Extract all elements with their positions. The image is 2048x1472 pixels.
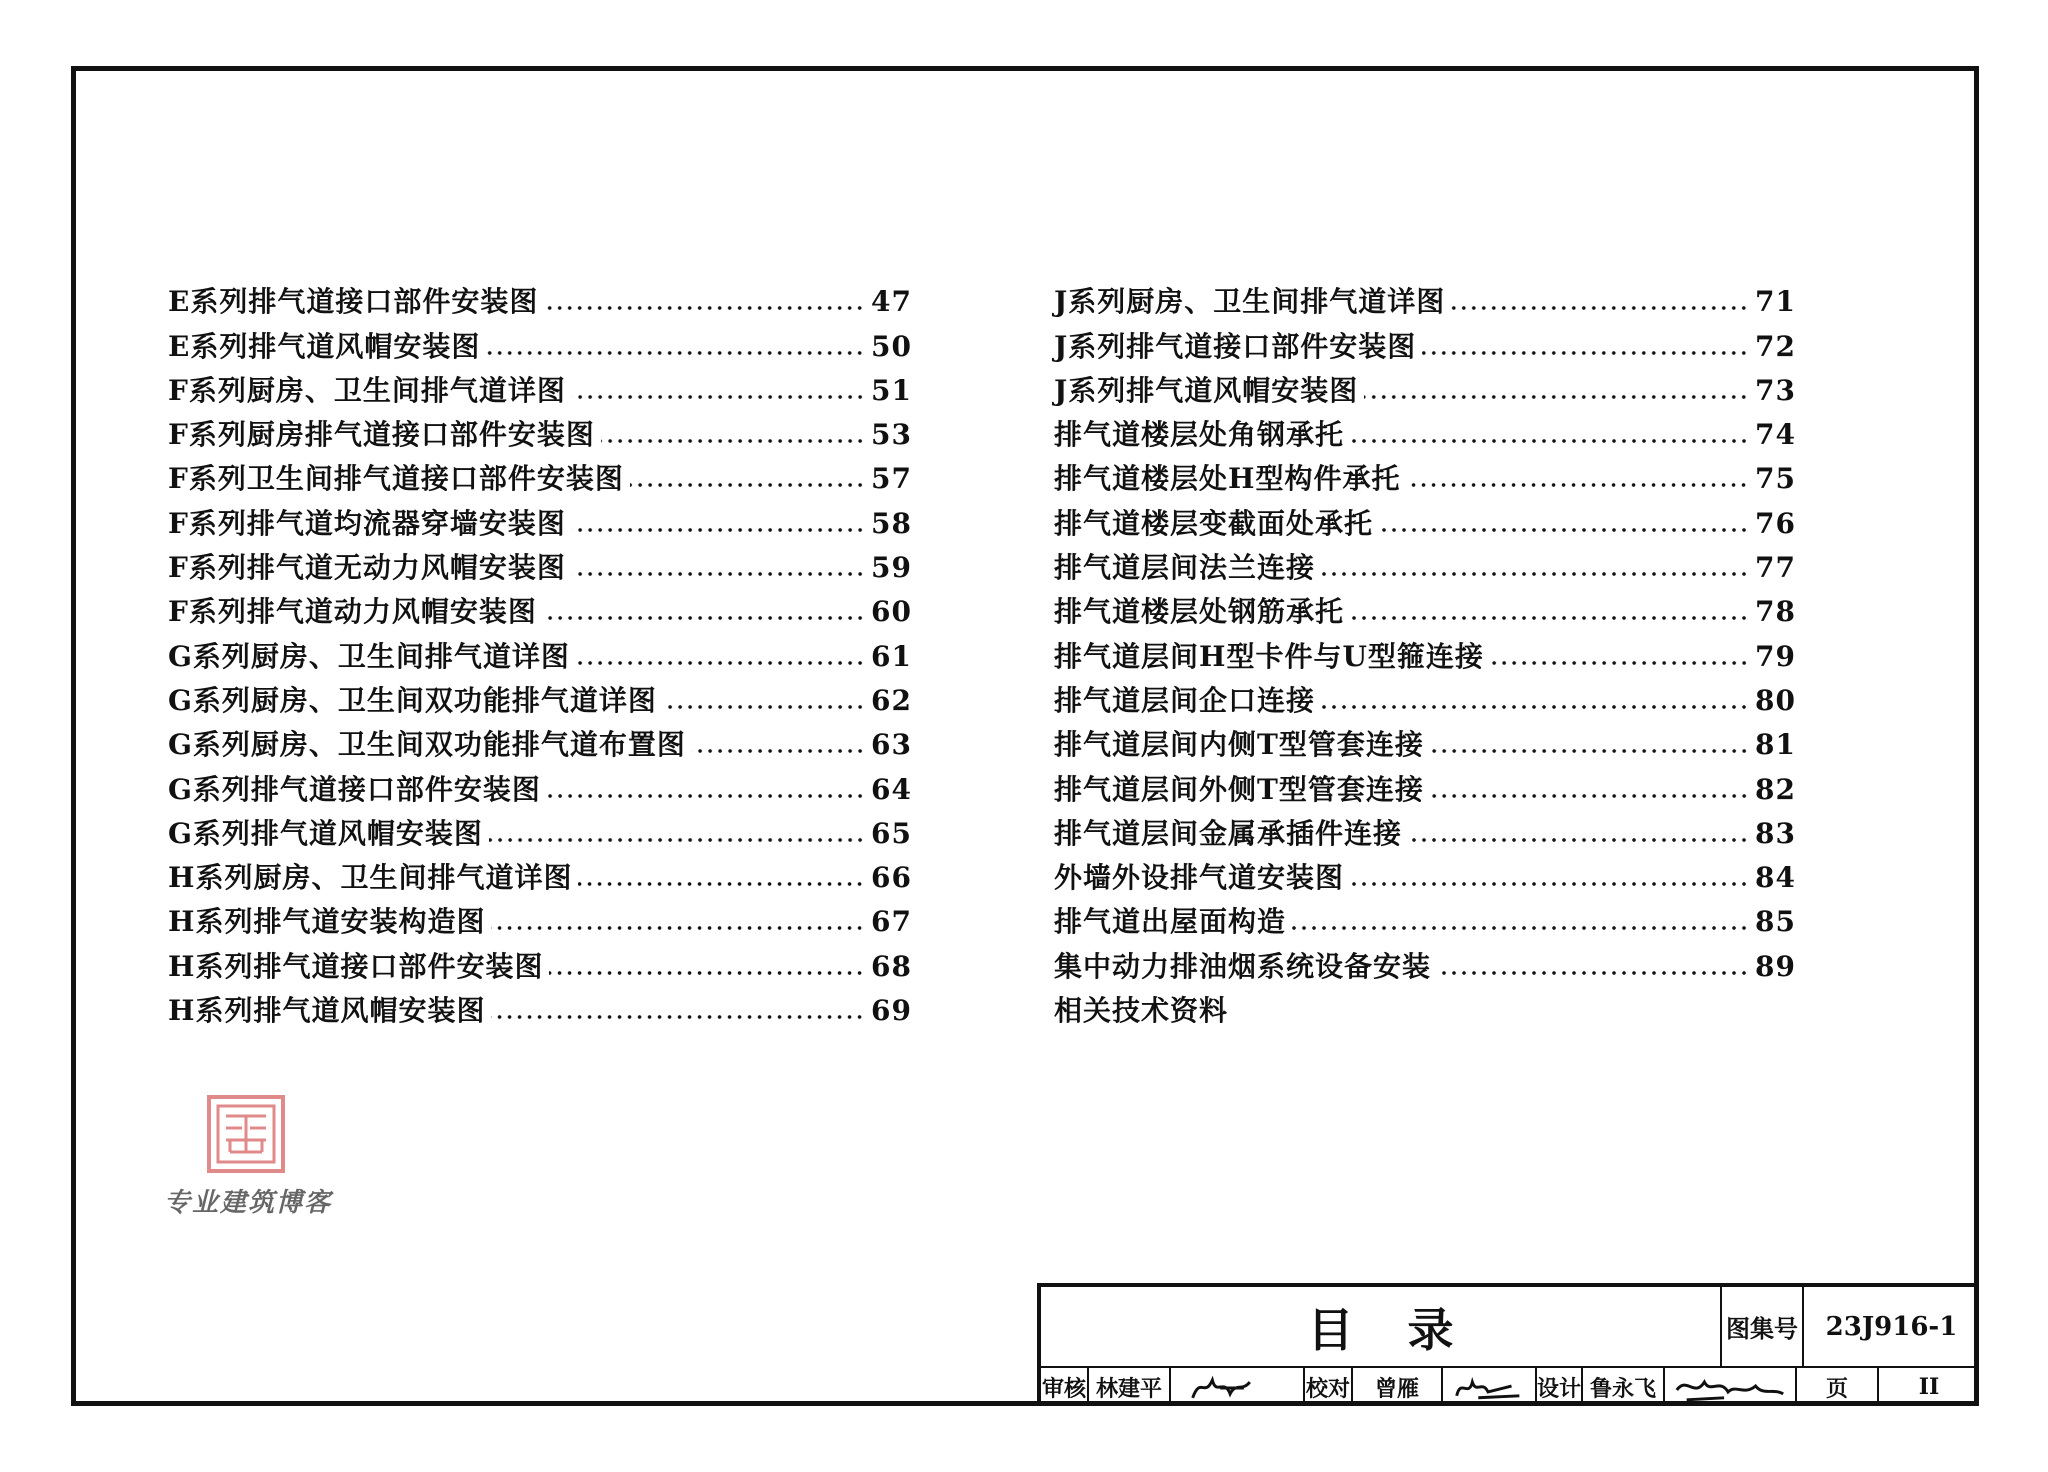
toc-leader-dots bbox=[549, 971, 865, 975]
toc-entry-title: G系列厨房、卫生间双功能排气道详图 bbox=[168, 683, 657, 717]
toc-entry-page: 79 bbox=[1755, 639, 1796, 673]
toc-leader-dots bbox=[1408, 838, 1749, 842]
toc-entry-title: 集中动力排油烟系统设备安装 bbox=[1054, 949, 1432, 983]
toc-entry bbox=[1054, 936, 1796, 983]
reviewer-signature bbox=[1171, 1368, 1305, 1406]
toc-entry-title: 排气道层间金属承插件连接 bbox=[1054, 816, 1403, 850]
toc-entry bbox=[1054, 626, 1796, 673]
toc-leader-dots bbox=[572, 528, 865, 532]
toc-leader-dots bbox=[486, 351, 865, 355]
toc-leader-dots bbox=[1422, 351, 1749, 355]
toc-entry bbox=[168, 316, 912, 363]
toc-entry-title: 排气道层间法兰连接 bbox=[1054, 551, 1316, 585]
toc-entry-title: 排气道层间H型卡件与U型箍连接 bbox=[1054, 639, 1484, 673]
toc-entry bbox=[168, 804, 912, 848]
toc-leader-dots bbox=[1490, 661, 1749, 665]
review-label: 审核 bbox=[1041, 1368, 1089, 1406]
toc-entry-page: 50 bbox=[871, 329, 912, 363]
toc-entry bbox=[1054, 848, 1796, 895]
toc-entry-title: H系列排气道风帽安装图 bbox=[168, 994, 486, 1028]
toc-entry-page: 77 bbox=[1755, 551, 1796, 585]
toc-leader-dots bbox=[491, 926, 865, 930]
toc-entry-page: 82 bbox=[1755, 772, 1796, 806]
toc-entry bbox=[1054, 361, 1796, 405]
designer-signature bbox=[1665, 1368, 1797, 1406]
toc-entry-page: 76 bbox=[1755, 506, 1796, 540]
toc-entry-page: 47 bbox=[871, 285, 912, 319]
toc-leader-dots bbox=[1451, 306, 1749, 310]
toc-leader-dots bbox=[692, 749, 865, 753]
toc-leader-dots bbox=[1350, 616, 1749, 620]
toc-entry-page: 64 bbox=[871, 772, 912, 806]
toc-entry bbox=[1054, 493, 1796, 540]
toc-entry-page: 68 bbox=[871, 949, 912, 983]
toc-entry-title: H系列厨房、卫生间排气道详图 bbox=[168, 861, 573, 895]
toc-entry-title: 排气道层间外侧T型管套连接 bbox=[1054, 772, 1424, 806]
toc-entry-page: 59 bbox=[871, 551, 912, 585]
toc-entry bbox=[168, 848, 912, 895]
toc-entry-title: F系列排气道动力风帽安装图 bbox=[168, 595, 537, 629]
toc-entry-page: 66 bbox=[871, 861, 912, 895]
toc-entry-title: G系列厨房、卫生间双功能排气道布置图 bbox=[168, 728, 686, 762]
toc-entry-page: 63 bbox=[871, 728, 912, 762]
toc-entry bbox=[1054, 715, 1796, 762]
toc-entry-title: E系列排气道风帽安装图 bbox=[168, 329, 481, 363]
toc-entry bbox=[1054, 892, 1796, 939]
toc-entry-page: 67 bbox=[871, 905, 912, 939]
toc-entry-title: E系列排气道接口部件安装图 bbox=[168, 285, 539, 319]
toc-entry-page: 81 bbox=[1755, 728, 1796, 762]
toc-leader-dots bbox=[489, 838, 865, 842]
toc-entry bbox=[168, 405, 912, 452]
toc-entry bbox=[168, 626, 912, 673]
seal-stamp-icon bbox=[206, 1094, 286, 1174]
toc-entry bbox=[168, 272, 912, 319]
designer-name: 鲁永飞 bbox=[1583, 1368, 1665, 1406]
toc-leader-dots bbox=[544, 306, 865, 310]
toc-entry-page: 78 bbox=[1755, 595, 1796, 629]
toc-leader-dots bbox=[572, 572, 865, 576]
toc-entry bbox=[168, 671, 912, 715]
toc-leader-dots bbox=[578, 882, 865, 886]
toc-leader-dots bbox=[1364, 395, 1749, 399]
toc-entry bbox=[1054, 405, 1796, 452]
toc-entry-title: F系列卫生间排气道接口部件安装图 bbox=[168, 462, 624, 496]
toc-entry bbox=[168, 981, 912, 1028]
toc-entry-page: 83 bbox=[1755, 816, 1796, 850]
toc-entry-title: 外墙外设排气道安装图 bbox=[1054, 861, 1345, 895]
toc-entry bbox=[1054, 981, 1796, 1028]
toc-entry-page: 80 bbox=[1755, 683, 1796, 717]
toc-entry-title: 排气道层间内侧T型管套连接 bbox=[1054, 728, 1424, 762]
toc-entry-title: G系列厨房、卫生间排气道详图 bbox=[168, 639, 570, 673]
toc-leader-dots bbox=[572, 395, 865, 399]
toc-entry-title: F系列排气道均流器穿墙安装图 bbox=[168, 506, 566, 540]
design-label: 设计 bbox=[1537, 1368, 1583, 1406]
toc-entry bbox=[168, 361, 912, 405]
toc-entry bbox=[1054, 671, 1796, 715]
toc-entry bbox=[168, 449, 912, 496]
toc-entry-page: 57 bbox=[871, 462, 912, 496]
reviewer-name: 林建平 bbox=[1089, 1368, 1171, 1406]
toc-column-right bbox=[1054, 272, 1796, 1028]
toc-entry-title: J系列排气道风帽安装图 bbox=[1054, 373, 1359, 407]
toc-entry-page: 53 bbox=[871, 418, 912, 452]
page-number: II bbox=[1918, 1374, 1940, 1400]
toc-entry-page: 89 bbox=[1755, 949, 1796, 983]
page-label: 页 bbox=[1797, 1368, 1879, 1406]
toc-leader-dots bbox=[1430, 749, 1749, 753]
toc-leader-dots bbox=[576, 661, 865, 665]
toc-leader-dots bbox=[1350, 439, 1749, 443]
toc-entry-title: H系列排气道安装构造图 bbox=[168, 905, 486, 939]
toc-entry bbox=[168, 936, 912, 983]
toc-entry-title: 排气道楼层处H型构件承托 bbox=[1054, 462, 1401, 496]
toc-entry-page: 60 bbox=[871, 595, 912, 629]
toc-leader-dots bbox=[1350, 882, 1749, 886]
atlas-number: 23J916-1 bbox=[1804, 1287, 1979, 1368]
toc-entry-page: 62 bbox=[871, 683, 912, 717]
toc-entry-title: 排气道楼层处钢筋承托 bbox=[1054, 595, 1345, 629]
checker-name: 曾雁 bbox=[1353, 1368, 1443, 1406]
toc-leader-dots bbox=[543, 616, 865, 620]
toc-leader-dots bbox=[491, 1015, 865, 1019]
toc-entry-page: 69 bbox=[871, 994, 912, 1028]
toc-entry-title: J系列厨房、卫生间排气道详图 bbox=[1054, 285, 1446, 319]
toc-entry-title: F系列排气道无动力风帽安装图 bbox=[168, 551, 566, 585]
toc-entry-page: 85 bbox=[1755, 905, 1796, 939]
toc-entry-page: 73 bbox=[1755, 373, 1796, 407]
toc-entry bbox=[168, 715, 912, 762]
toc-entry-title: 排气道出屋面构造 bbox=[1054, 905, 1287, 939]
toc-leader-dots bbox=[1437, 971, 1749, 975]
checker-signature bbox=[1443, 1368, 1537, 1406]
toc-leader-dots bbox=[1321, 705, 1749, 709]
toc-entry-title: H系列排气道接口部件安装图 bbox=[168, 949, 544, 983]
toc-entry-page: 71 bbox=[1755, 285, 1796, 319]
toc-entry bbox=[1054, 538, 1796, 585]
toc-entry-page: 72 bbox=[1755, 329, 1796, 363]
toc-entry-title: G系列排气道接口部件安装图 bbox=[168, 772, 541, 806]
title-block bbox=[1037, 1283, 1979, 1406]
toc-entry bbox=[1054, 272, 1796, 319]
toc-entry-title: F系列厨房、卫生间排气道详图 bbox=[168, 373, 566, 407]
toc-entry-title: 相关技术资料 bbox=[1054, 994, 1229, 1028]
toc-entry bbox=[1054, 316, 1796, 363]
toc-entry-title: G系列排气道风帽安装图 bbox=[168, 816, 483, 850]
toc-entry bbox=[168, 493, 912, 540]
toc-entry-title: 排气道楼层变截面处承托 bbox=[1054, 506, 1374, 540]
toc-leader-dots bbox=[1430, 794, 1749, 798]
toc-column-left bbox=[168, 272, 912, 1028]
atlas-label: 图集号 bbox=[1722, 1287, 1804, 1368]
toc-leader-dots bbox=[1406, 483, 1749, 487]
check-label: 校对 bbox=[1305, 1368, 1353, 1406]
toc-entry bbox=[1054, 804, 1796, 848]
toc-entry-title: 排气道楼层处角钢承托 bbox=[1054, 418, 1345, 452]
toc-leader-dots bbox=[1292, 926, 1749, 930]
toc-leader-dots bbox=[1379, 528, 1749, 532]
toc-leader-dots bbox=[601, 439, 865, 443]
toc-entry-title: F系列厨房排气道接口部件安装图 bbox=[168, 418, 595, 452]
toc-entry-page: 74 bbox=[1755, 418, 1796, 452]
toc-entry-page: 75 bbox=[1755, 462, 1796, 496]
toc-leader-dots bbox=[630, 483, 865, 487]
sheet-title: 目录 bbox=[1041, 1287, 1722, 1368]
toc-leader-dots bbox=[663, 705, 865, 709]
toc-entry-title: 排气道层间企口连接 bbox=[1054, 683, 1316, 717]
toc-entry bbox=[168, 582, 912, 629]
signature-row bbox=[1041, 1368, 1979, 1406]
toc-entry bbox=[168, 892, 912, 939]
toc-entry bbox=[168, 759, 912, 806]
toc-entry-page: 51 bbox=[871, 373, 912, 407]
watermark-caption: 专业建筑博客 bbox=[164, 1188, 333, 1218]
toc-entry bbox=[1054, 582, 1796, 629]
toc-leader-dots bbox=[547, 794, 865, 798]
toc-entry bbox=[1054, 759, 1796, 806]
toc-entry-title: J系列排气道接口部件安装图 bbox=[1054, 329, 1417, 363]
toc-entry-page: 84 bbox=[1755, 861, 1796, 895]
toc-leader-dots bbox=[1321, 572, 1749, 576]
toc-entry bbox=[1054, 449, 1796, 496]
toc-entry-page: 58 bbox=[871, 506, 912, 540]
toc-entry-page: 65 bbox=[871, 816, 912, 850]
toc-entry-page: 61 bbox=[871, 639, 912, 673]
toc-entry bbox=[168, 538, 912, 585]
